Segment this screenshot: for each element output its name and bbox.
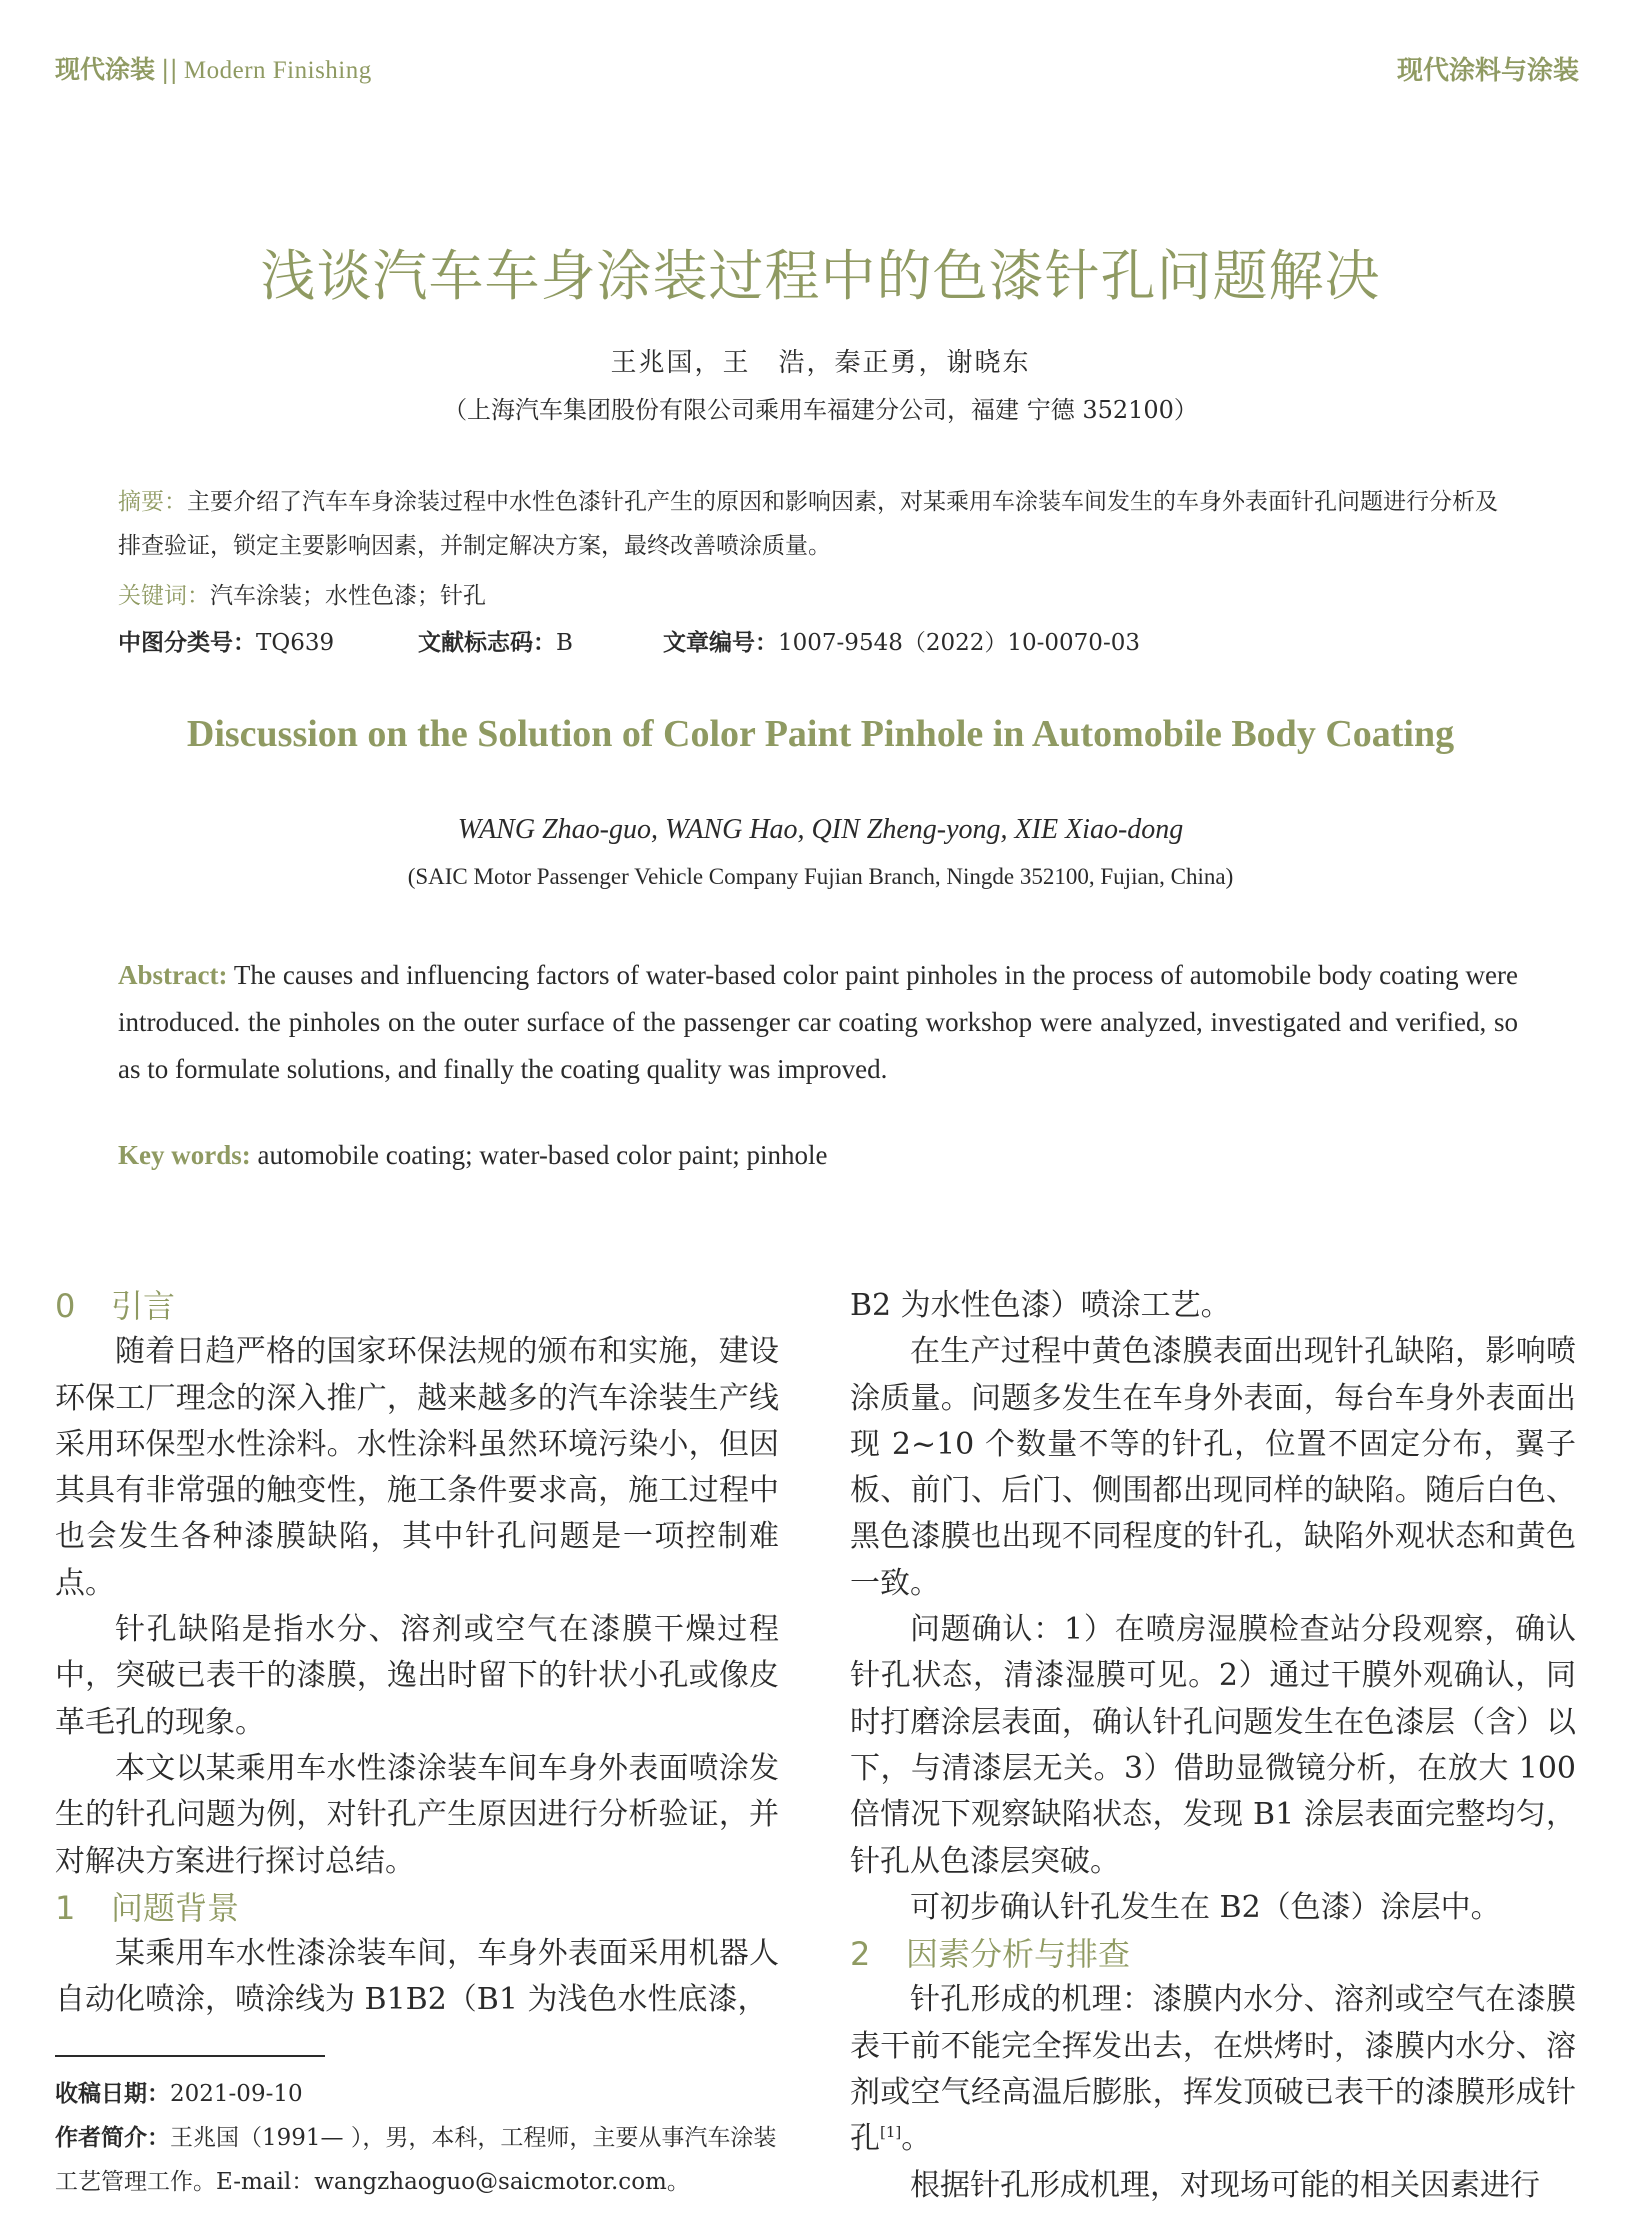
paragraph: 在生产过程中黄色漆膜表面出现针孔缺陷，影响喷涂质量。问题多发生在车身外表面，每台车身外表面出现 2~10 个数量不等的针孔，位置不固定分布，翼子板、前门、后门、侧围都出现同样的缺陷。随后白色、黑色漆膜也出现不同程度的针孔，缺陷外观状态和黄色一致。 — [850, 1334, 1576, 1601]
paragraph: 问题确认：1）在喷房湿膜检查站分段观察，确认针孔状态，清漆湿膜可见。2）通过干膜外观确认，同时打磨涂层表面，确认针孔问题发生在色漆层（含）以下，与清漆层无关。3）借助显微镜分析，在放大 100 倍情况下观察缺陷状态，发现 B1 涂层表面完整均匀，针孔从色漆层突破。 — [850, 1612, 1576, 1879]
paragraph-continued: B2 为水性色漆）喷涂工艺。 — [850, 1288, 1231, 1323]
keywords-cn-text: 汽车涂装；水性色漆；针孔 — [210, 583, 486, 609]
abstract-cn-label: 摘要： — [118, 489, 187, 515]
section-number: 1 — [55, 1888, 76, 1927]
clc-value: TQ639 — [256, 630, 335, 656]
authors-cn: 王兆国，王 浩，秦正勇，谢晓东 — [610, 348, 1031, 378]
keywords-en-text: automobile coating; water-based color paint; pinhole — [250, 1140, 828, 1170]
section-heading-2 — [850, 1931, 1576, 1977]
clc-code — [118, 624, 418, 657]
journal-name-en: Modern Finishing — [183, 57, 372, 84]
journal-name-cn: 现代涂装 — [55, 55, 156, 84]
section-title: 引言 — [111, 1287, 176, 1325]
abstract-cn — [118, 480, 1518, 568]
abstract-cn-text: 主要介绍了汽车车身涂装过程中水性色漆针孔产生的原因和影响因素，对某乘用车涂装车间发生的车身外表面针孔问题进行分析及排查验证，锁定主要影响因素，并制定解决方案，最终改善喷涂质量。 — [118, 489, 1498, 559]
paragraph: 某乘用车水性漆涂装车间，车身外表面采用机器人自动化喷涂，喷涂线为 B1B2（B1 为浅色水性底漆， — [55, 1936, 779, 2018]
received-label: 收稿日期： — [55, 2081, 170, 2107]
paragraph: 可初步确认针孔发生在 B2（色漆）涂层中。 — [910, 1889, 1501, 1925]
section-name: 现代涂料与涂装 — [1396, 56, 1579, 86]
author-bio-label: 作者简介： — [55, 2125, 170, 2151]
section-title: 因素分析与排查 — [906, 1935, 1131, 1974]
article-number — [663, 624, 1140, 657]
citation-ref[interactable]: [1] — [880, 2123, 902, 2142]
received-date — [55, 2072, 795, 2116]
classification-line — [118, 624, 1140, 657]
affiliation-cn: （上海汽车集团股份有限公司乘用车福建分公司，福建 宁德 352100） — [443, 396, 1198, 424]
doc-code — [418, 624, 663, 657]
body-column-left — [55, 1283, 779, 2024]
section-heading-1 — [55, 1885, 779, 1931]
running-header-left — [55, 50, 372, 86]
paragraph: 根据针孔形成机理，对现场可能的相关因素进行 — [910, 2167, 1540, 2203]
keywords-cn-label: 关键词： — [118, 583, 210, 609]
article-label: 文章编号： — [663, 630, 778, 656]
authors-en: WANG Zhao-guo, WANG Hao, QIN Zheng-yong, XIE Xiao-dong — [457, 814, 1184, 845]
keywords-en-label: Key words: — [118, 1140, 251, 1170]
abstract-en — [118, 952, 1518, 1093]
paragraph: 本文以某乘用车水性漆涂装车间车身外表面喷涂发生的针孔问题为例，对针孔产生原因进行分析验证，并对解决方案进行探讨总结。 — [55, 1750, 779, 1879]
paragraph: 针孔缺陷是指水分、溶剂或空气在漆膜干燥过程中，突破已表干的漆膜，逸出时留下的针状小孔或像皮革毛孔的现象。 — [55, 1612, 779, 1740]
header-separator: || — [161, 55, 178, 84]
section-number: 0 — [55, 1287, 76, 1325]
paragraph: 随着日趋严格的国家环保法规的颁布和实施，建设环保工厂理念的深入推广，越来越多的汽车涂装生产线采用环保型水性涂料。水性涂料虽然环境污染小，但因其具有非常强的触变性，施工条件要求高，施工过程中也会发生各种漆膜缺陷，其中针孔问题是一项控制难点。 — [55, 1334, 779, 1601]
paragraph-text: 针孔形成的机理：漆膜内水分、溶剂或空气在漆膜表干前不能完全挥发出去，在烘烤时，漆膜内水分、溶剂或空气经高温后膨胀，挥发顶破已表干的漆膜形成针孔 — [850, 1982, 1576, 2157]
paper-title-en: Discussion on the Solution of Color Paint Pinhole in Automobile Body Coating — [186, 713, 1455, 755]
abstract-en-label: Abstract: — [118, 960, 228, 990]
received-value: 2021-09-10 — [170, 2081, 303, 2107]
author-bio-text: 王兆国（1991— ），男，本科，工程师，主要从事汽车涂装工艺管理工作。E-mail：wangzhaoguo@saicmotor.com。 — [55, 2125, 777, 2195]
keywords-cn — [118, 574, 1518, 618]
affiliation-en: (SAIC Motor Passenger Vehicle Company Fujian Branch, Ningde 352100, Fujian, China) — [407, 864, 1234, 889]
clc-label: 中图分类号： — [118, 630, 256, 656]
keywords-en — [118, 1140, 828, 1171]
doc-label: 文献标志码： — [418, 630, 556, 656]
paper-title-cn: 浅谈汽车车身涂装过程中的色漆针孔问题解决 — [260, 244, 1381, 308]
author-bio — [55, 2116, 795, 2204]
footnote-rule — [55, 2055, 325, 2057]
doc-value: B — [556, 630, 573, 656]
body-column-right — [850, 1283, 1576, 2209]
abstract-en-text: The causes and influencing factors of water-based color paint pinholes in the process of automobile body coating were introduced. the pinholes on the outer surface of the passenger car coating workshop were analyzed, investigated and verified, so as to formulate solutions, and finally the coating quality was improved. — [118, 960, 1518, 1084]
section-heading-0 — [55, 1283, 779, 1329]
section-title: 问题背景 — [111, 1888, 240, 1927]
section-number: 2 — [850, 1935, 871, 1974]
article-value: 1007-9548（2022）10-0070-03 — [778, 630, 1140, 656]
paragraph — [850, 1977, 1576, 2162]
paragraph-end: 。 — [901, 2121, 932, 2157]
